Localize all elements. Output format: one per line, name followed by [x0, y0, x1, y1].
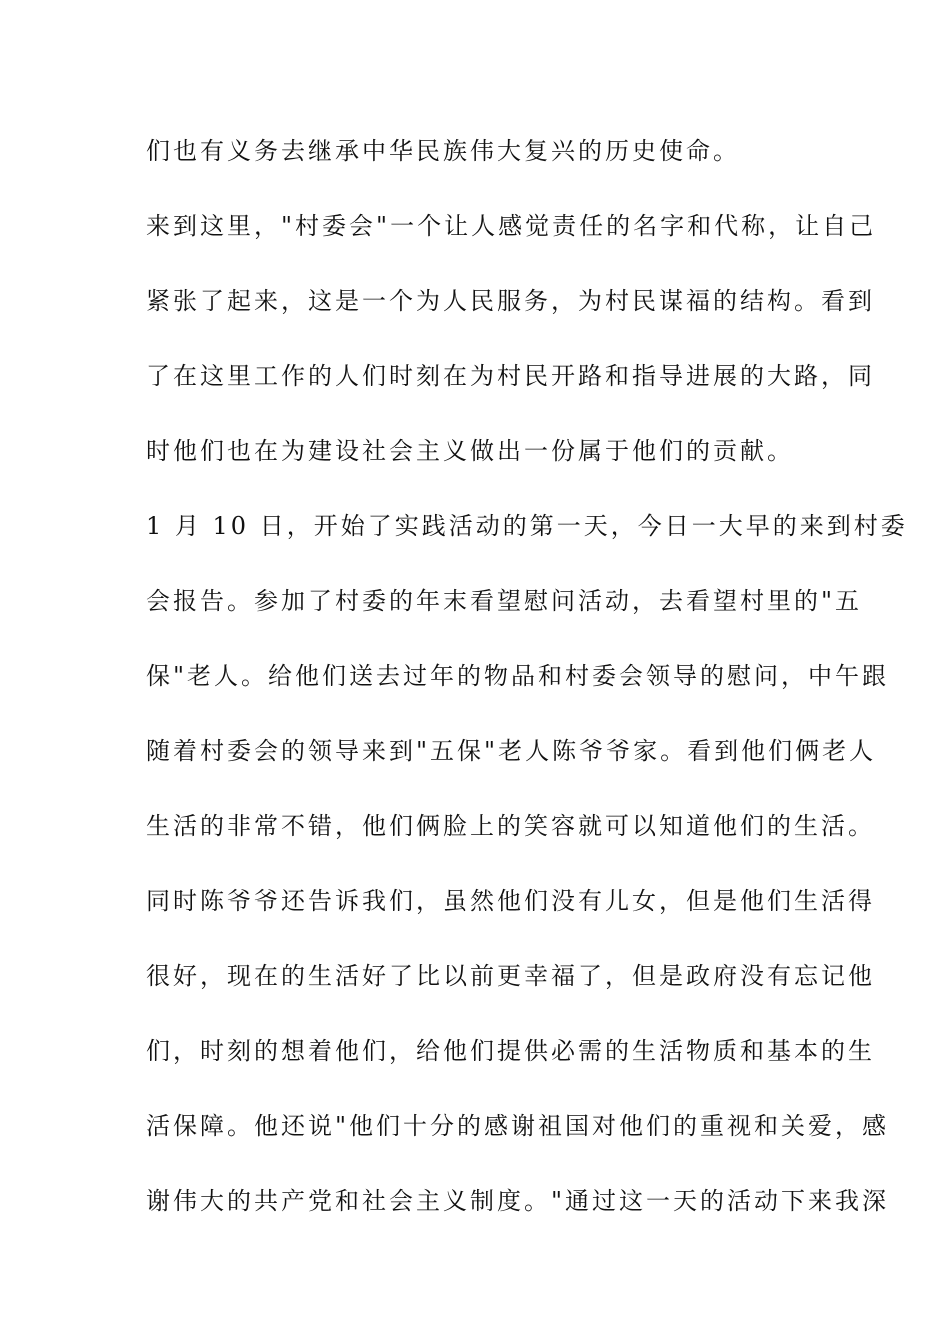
- text-line-14: 活保障。他还说"他们十分的感谢祖国对他们的重视和关爱，感: [146, 1112, 890, 1140]
- text-line-11: 同时陈爷爷还告诉我们，虽然他们没有儿女，但是他们生活得: [146, 887, 875, 915]
- text-line-13: 们，时刻的想着他们，给他们提供必需的生活物质和基本的生: [146, 1037, 875, 1065]
- text-line-1: 们也有义务去继承中华民族伟大复兴的历史使命。: [146, 137, 740, 165]
- text-line-5: 时他们也在为建设社会主义做出一份属于他们的贡献。: [146, 437, 794, 465]
- text-line-8: 保"老人。给他们送去过年的物品和村委会领导的慰问，中午跟: [146, 662, 890, 690]
- text-line-10: 生活的非常不错，他们俩脸上的笑容就可以知道他们的生活。: [146, 812, 875, 840]
- text-line-15: 谢伟大的共产党和社会主义制度。"通过这一天的活动下来我深: [146, 1187, 890, 1215]
- text-line-6: 1 月 10 日，开始了实践活动的第一天，今日一大早的来到村委: [146, 512, 908, 540]
- text-line-2: 来到这里，"村委会"一个让人感觉责任的名字和代称，让自己: [146, 212, 877, 240]
- text-line-9: 随着村委会的领导来到"五保"老人陈爷爷家。看到他们俩老人: [146, 737, 877, 765]
- body-text: [146, 126, 908, 1251]
- text-line-4: 了在这里工作的人们时刻在为村民开路和指导进展的大路，同: [146, 362, 875, 390]
- text-line-7: 会报告。参加了村委的年末看望慰问活动，去看望村里的"五: [146, 587, 863, 615]
- text-line-3: 紧张了起来，这是一个为人民服务，为村民谋福的结构。看到: [146, 287, 875, 315]
- text-line-12: 很好，现在的生活好了比以前更幸福了，但是政府没有忘记他: [146, 962, 875, 990]
